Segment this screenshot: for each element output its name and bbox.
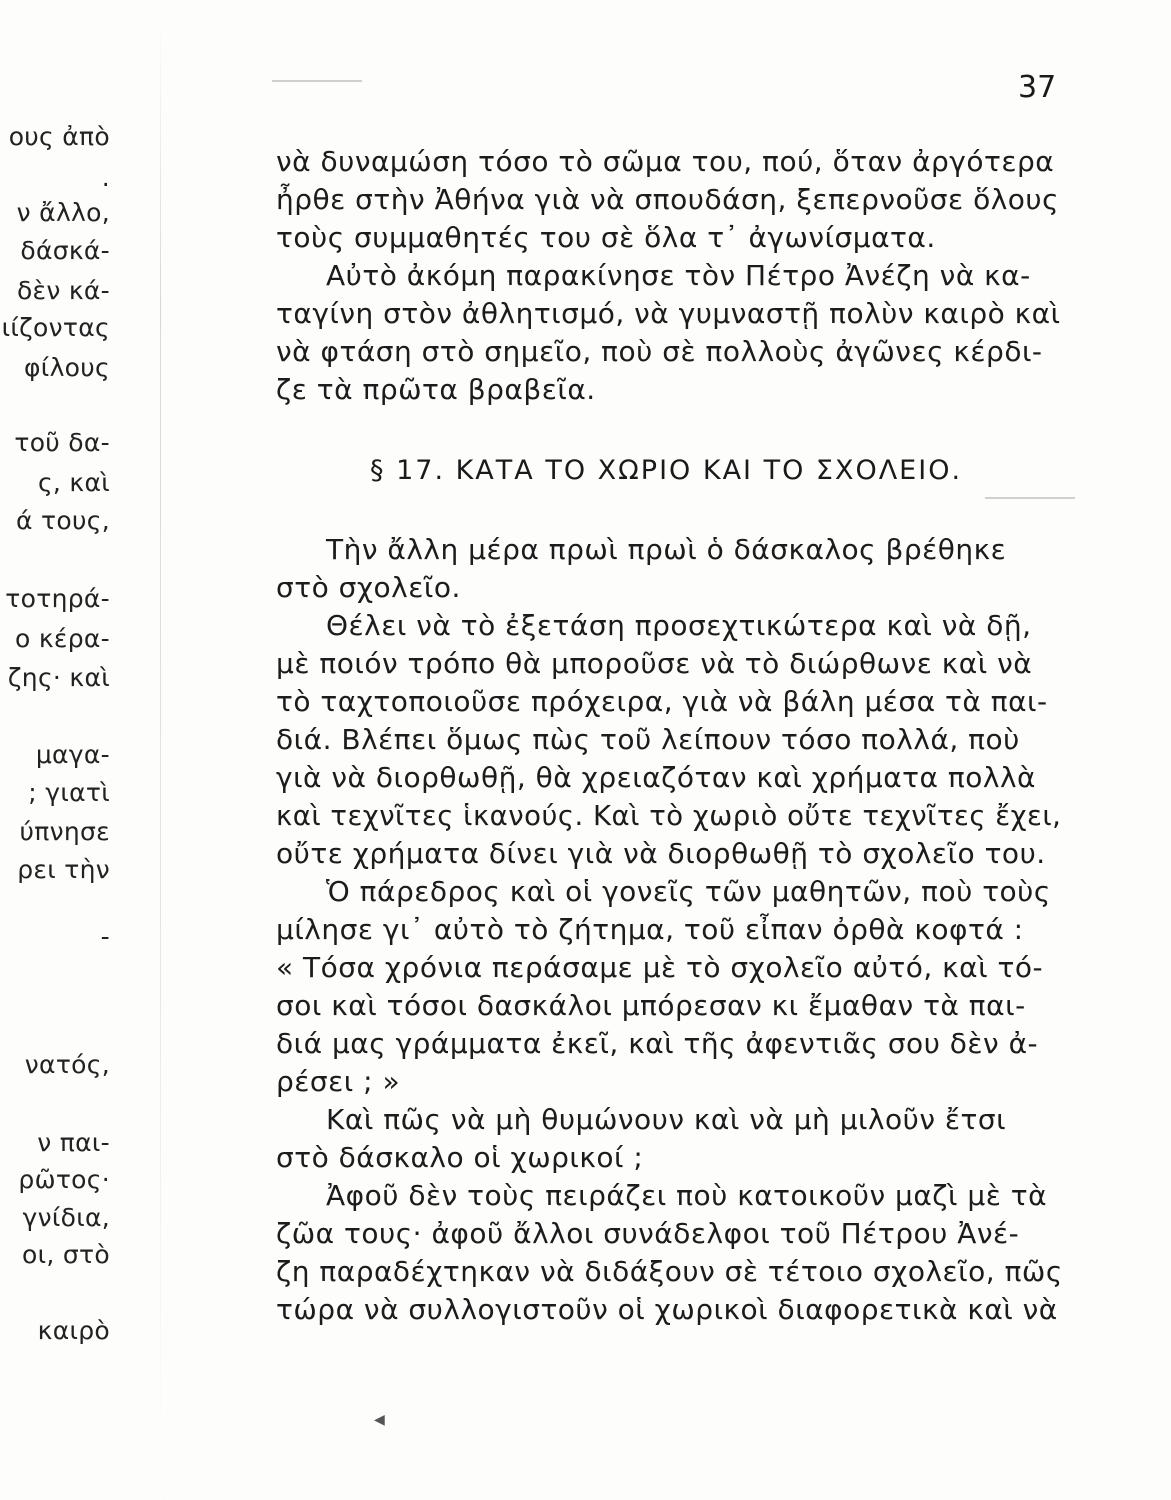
body-line: ἦρθε στὴν Ἀθήνα γιὰ νὰ σπουδάση, ξεπερνοῦσε ὅλους (276, 183, 1060, 216)
fragment-line: οι, στὸ (22, 1240, 110, 1269)
body-line: νὰ δυναμώση τόσο τὸ σῶμα του, πού, ὅταν ἀργότερα (276, 145, 1055, 178)
body-line: μὲ ποιόν τρόπο θὰ μποροῦσε νὰ τὸ διώρθωνε καὶ νὰ (276, 647, 1033, 680)
body-line: διά. Βλέπει ὅμως πὼς τοῦ λείπουν τόσο πολλά, ποὺ (276, 723, 1020, 756)
fragment-line: ζης· καὶ (7, 663, 110, 692)
fragment-line: ς, καὶ (37, 468, 110, 497)
body-line: σοι καὶ τόσοι δασκάλοι μπόρεσαν κι ἔμαθαν τὰ παι- (276, 989, 1026, 1022)
body-line: ζη παραδέχτηκαν νὰ διδάξουν σὲ τέτοιο σχολεῖο, πῶς (276, 1255, 1063, 1288)
fragment-line: ν παι- (37, 1128, 110, 1157)
body-line: Αὐτὸ ἀκόμη παρακίνησε τὸν Πέτρο Ἀνέζη νὰ κα- (326, 259, 1031, 292)
body-line: στὸ σχολεῖο. (276, 571, 461, 604)
body-line: Ἀφοῦ δὲν τοὺς πειράζει ποὺ κατοικοῦν μαζὶ μὲ τὰ (326, 1179, 1048, 1212)
body-line: ρέσει ; » (276, 1065, 401, 1098)
fragment-line: τοτηρά- (5, 584, 110, 613)
heading-rule (985, 497, 1075, 499)
fragment-line: ρῶτος· (18, 1165, 110, 1194)
body-line: ζῶα τους· ἀφοῦ ἄλλοι συνάδελφοι τοῦ Πέτρου Ἀνέ- (276, 1217, 1020, 1250)
body-line: ταγίνη στὸν ἀθλητισμό, νὰ γυμναστῇ πολὺν καιρὸ καὶ (276, 297, 1061, 330)
fragment-line: δάσκά- (20, 236, 110, 265)
body-line: τὸ ταχτοποιοῦσε πρόχειρα, γιὰ νὰ βάλη μέσα τὰ παι- (276, 685, 1048, 718)
body-line: τοὺς συμμαθητές του σὲ ὅλα τ᾽ ἀγωνίσματα. (276, 221, 936, 254)
section-heading: § 17. ΚΑΤΑ ΤΟ ΧΩΡΙΟ ΚΑΙ ΤΟ ΣΧΟΛΕΙΟ. (370, 455, 963, 486)
body-line: στὸ δάσκαλο οἱ χωρικοί ; (276, 1141, 644, 1174)
fragment-line: γνίδια, (22, 1203, 110, 1232)
body-line: Τὴν ἄλλη μέρα πρωὶ πρωὶ ὁ δάσκαλος βρέθηκε (326, 533, 1007, 566)
body-line: καὶ τεχνῖτες ἱκανούς. Καὶ τὸ χωριὸ οὔτε τεχνῖτες ἔχει, (276, 800, 1062, 832)
body-line: διά μας γράμματα ἐκεῖ, καὶ τῆς ἀφεντιᾶς σου δὲν ἀ- (276, 1027, 1039, 1060)
facing-page-fragment (0, 0, 130, 1500)
body-line: τώρα νὰ συλλογιστοῦν οἱ χωρικοὶ διαφορετικὰ καὶ νὰ (276, 1293, 1058, 1326)
fragment-line: νατός, (24, 1050, 110, 1079)
fragment-line: τοῦ δα- (14, 428, 110, 457)
fragment-line: ν ἄλλο, (16, 198, 110, 227)
fragment-line: ρει τὴν (17, 855, 110, 884)
body-line: Θέλει νὰ τὸ ἐξετάση προσεχτικώτερα καὶ νὰ δῇ, (326, 609, 1032, 642)
page-gutter (160, 0, 161, 1500)
fragment-line: ους ἀπὸ (8, 122, 110, 151)
print-mark-icon: ◀ (374, 1412, 385, 1428)
fragment-line: ιίζοντας (1, 313, 110, 342)
body-line: νὰ φτάση στὸ σημεῖο, ποὺ σὲ πολλοὺς ἀγῶνες κέρδι- (276, 335, 1043, 368)
body-line: οὔτε χρήματα δίνει γιὰ νὰ διορθωθῇ τὸ σχολεῖο του. (276, 837, 1046, 870)
fragment-line: ά τους, (16, 506, 110, 535)
fragment-line: φίλους (24, 353, 110, 382)
fragment-line: δὲν κά- (16, 276, 110, 305)
body-line: Καὶ πῶς νὰ μὴ θυμώνουν καὶ νὰ μὴ μιλοῦν ἔτσι (326, 1103, 1007, 1136)
page-number: 37 (1018, 70, 1057, 105)
body-line: μίλησε γι᾽ αὐτὸ τὸ ζήτημα, τοῦ εἶπαν ὀρθὰ κοφτά : (276, 913, 1024, 946)
body-line: « Τόσα χρόνια περάσαμε μὲ τὸ σχολεῖο αὐτό, καὶ τό- (276, 951, 1044, 984)
fragment-line: ύπνησε (19, 817, 110, 846)
fragment-line: . (101, 163, 110, 192)
fragment-line: μαγα- (35, 740, 110, 769)
fragment-line: - (100, 922, 110, 951)
body-line: γιὰ νὰ διορθωθῇ, θὰ χρειαζόταν καὶ χρήματα πολλὰ (276, 761, 1036, 794)
fragment-line: ο κέρα- (15, 624, 110, 653)
fragment-line: καιρὸ (37, 1316, 110, 1345)
fragment-line: ; γιατὶ (28, 778, 110, 807)
body-line: Ὁ πάρεδρος καὶ οἱ γονεῖς τῶν μαθητῶν, ποὺ τοὺς (326, 875, 1051, 908)
header-rule (272, 80, 362, 82)
body-line: ζε τὰ πρῶτα βραβεῖα. (276, 373, 596, 406)
